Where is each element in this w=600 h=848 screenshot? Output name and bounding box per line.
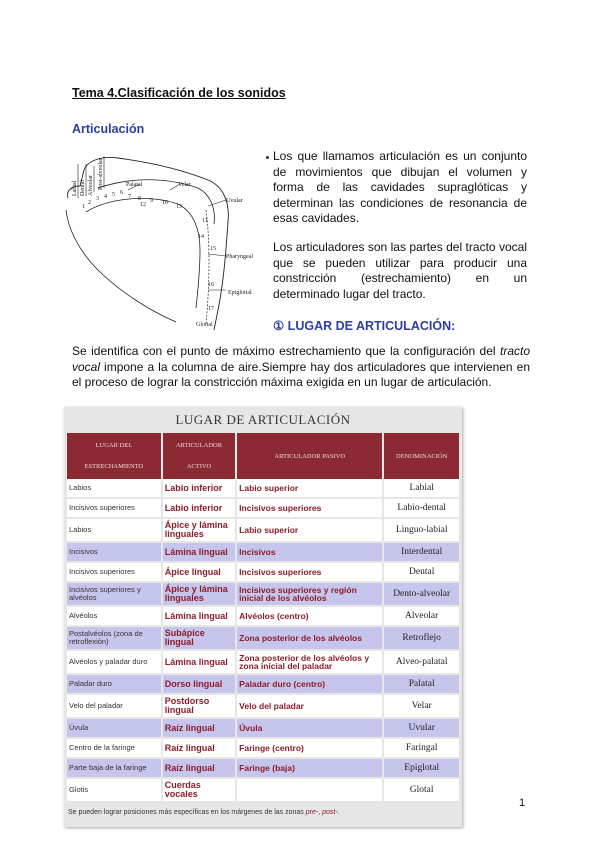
region-number: 12	[140, 202, 146, 208]
cell-activo: Postdorso lingual	[162, 694, 236, 718]
page-number: 1	[519, 797, 526, 809]
cell-pasivo: Zona posterior de los alvéolos y zona inicial del paladar	[236, 650, 383, 674]
label-dental: Dental	[80, 180, 86, 196]
cell-lugar: Alvéolos	[67, 606, 162, 626]
cell-denominacion: Retroflejo	[383, 626, 459, 650]
cell-denominacion: Alveo-palatal	[383, 650, 459, 674]
cell-pasivo: Incisivos superiores	[236, 498, 383, 518]
cell-denominacion: Epiglotal	[383, 758, 459, 778]
region-number: 5	[112, 192, 115, 198]
cell-denominacion: Interdental	[383, 542, 459, 562]
paragraph-lugar-definicion	[72, 344, 530, 391]
table-title: LUGAR DE ARTICULACIÓN	[175, 412, 351, 427]
table-row	[67, 758, 459, 778]
table-row	[67, 518, 459, 542]
cell-denominacion: Faringal	[383, 738, 459, 758]
cell-activo: Ápice y lámina linguales	[162, 518, 236, 542]
table-row	[67, 606, 459, 626]
cell-pasivo: Zona posterior de los alvéolos	[236, 626, 383, 650]
header-activo-line2: ACTIVO	[186, 463, 212, 470]
cell-activo: Ápice lingual	[162, 562, 236, 582]
vocal-tract-diagram	[58, 150, 270, 332]
cell-denominacion: Labio-dental	[383, 498, 459, 518]
cell-lugar: Centro de la faringe	[67, 738, 162, 758]
vocal-tract-jaw	[66, 210, 176, 322]
cell-denominacion: Linguo-labial	[383, 518, 459, 542]
cell-activo: Dorso lingual	[162, 674, 236, 694]
body-text-italic: tracto vocal	[72, 344, 530, 374]
table-footnote	[68, 809, 340, 816]
cell-lugar: Labios	[67, 518, 162, 542]
region-number: 2	[88, 200, 91, 206]
cell-activo: Raíz lingual	[162, 738, 236, 758]
body-text-part2: impone a la columna de aire.Siempre hay dos articuladores que intervienen en el proceso de lograr la constricción máxima exigida en un lugar de articulación.	[72, 359, 530, 390]
region-number: 10	[162, 200, 168, 206]
body-text-part1: Se identifica con el punto de máximo estrechamiento que la configuración del	[72, 344, 500, 358]
cell-pasivo: Incisivos superiores y región inicial de los alvéolos	[236, 582, 383, 606]
region-number: 13	[176, 204, 182, 210]
cell-denominacion: Labial	[383, 479, 459, 498]
table-row	[67, 674, 459, 694]
cell-lugar: Paladar duro	[67, 674, 162, 694]
lugar-articulacion-table	[67, 433, 459, 803]
region-number: 15	[210, 246, 216, 252]
label-uvular: Uvular	[226, 198, 243, 204]
document-title: Tema 4.Clasificación de los sonidos	[72, 86, 286, 100]
cell-pasivo: Incisivos	[236, 542, 383, 562]
cell-lugar: Incisivos superiores	[67, 562, 162, 582]
header-lugar-line1: LUGAR DEL	[95, 442, 133, 449]
paragraph-articuladores: Los articuladores son las partes del tracto vocal que se pueden utilizar para producir una constricción (estrechamiento) en un determinado lugar del tracto.	[273, 240, 527, 301]
cell-denominacion: Velar	[383, 694, 459, 718]
region-number: 17	[208, 306, 214, 312]
table-row	[67, 694, 459, 718]
heading-lugar-articulacion: ① LUGAR DE ARTICULACIÓN:	[273, 319, 456, 333]
table-row	[67, 650, 459, 674]
region-number: 1	[82, 204, 85, 210]
cell-activo: Subápice lingual	[162, 626, 236, 650]
cell-pasivo: Faringe (baja)	[236, 758, 383, 778]
cell-activo: Cuerdas vocales	[162, 778, 236, 802]
table-row	[67, 582, 459, 606]
cell-lugar: Incisivos	[67, 542, 162, 562]
cell-activo: Lámina lingual	[162, 650, 236, 674]
label-epiglottal: Epiglottal	[228, 290, 252, 296]
region-number: 14	[198, 234, 204, 240]
cell-lugar: Parte baja de la faringe	[67, 758, 162, 778]
cell-denominacion: Palatal	[383, 674, 459, 694]
cell-lugar: Velo del paladar	[67, 694, 162, 718]
cell-lugar: Labios	[67, 479, 162, 498]
footnote-text: Se pueden lograr posiciones más específicas en los márgenes de las zonas	[68, 809, 306, 816]
cell-lugar: Incisivos superiores y alvéolos	[67, 582, 162, 606]
cell-pasivo: Alvéolos (centro)	[236, 606, 383, 626]
lugar-articulacion-table-figure	[64, 407, 462, 827]
vocal-tract-palate	[98, 180, 214, 224]
cell-pasivo: Paladar duro (centro)	[236, 674, 383, 694]
cell-denominacion: Glotal	[383, 778, 459, 802]
cell-activo: Raíz lingual	[162, 718, 236, 738]
cell-activo: Labio inferior	[162, 479, 236, 498]
cell-denominacion: Dento-alveolar	[383, 582, 459, 606]
cell-activo: Labio inferior	[162, 498, 236, 518]
region-number: 6	[120, 190, 123, 196]
cell-pasivo: Incisivos superiores	[236, 562, 383, 582]
cell-activo: Ápice y lámina linguales	[162, 582, 236, 606]
label-labial: Labial	[72, 180, 78, 196]
pointer-pharyngeal	[208, 254, 226, 256]
table-row	[67, 542, 459, 562]
header-denominacion: DENOMINACIÓN	[383, 433, 459, 479]
vocal-tract-tongue	[86, 198, 200, 308]
table-row	[67, 626, 459, 650]
cell-activo: Lámina lingual	[162, 606, 236, 626]
footnote-end: .	[337, 809, 340, 816]
table-row	[67, 738, 459, 758]
paragraph-articulacion: Los que llamamos articulación es un conjunto de movimientos que dibujan el volumen y forma de las cavidades supraglóticas y determinan las condiciones de resonancia de esas cavidades.	[273, 149, 527, 226]
bullet-dot	[266, 156, 269, 159]
header-pasivo: ARTICULADOR PASIVO	[236, 433, 383, 479]
footnote-sep: ,	[318, 809, 323, 816]
cell-activo: Raíz lingual	[162, 758, 236, 778]
table-row	[67, 498, 459, 518]
region-number: 3	[96, 196, 99, 202]
cell-lugar: Postalvéolos (zona de retroflexión)	[67, 626, 162, 650]
footnote-post: post-	[322, 809, 338, 816]
header-activo	[162, 433, 236, 479]
label-pharyngeal: Pharyngeal	[226, 254, 253, 260]
footnote-pre: pre-	[305, 809, 319, 816]
cell-denominacion: Dental	[383, 562, 459, 582]
table-row	[67, 562, 459, 582]
region-number: 8	[138, 196, 141, 202]
header-lugar-line2: ESTRECHAMIENTO	[84, 463, 144, 470]
cell-pasivo: Velo del paladar	[236, 694, 383, 718]
cell-pasivo: Labio superior	[236, 479, 383, 498]
cell-denominacion: Uvular	[383, 718, 459, 738]
region-number: 7	[128, 194, 131, 200]
label-velar: Velar	[178, 182, 191, 188]
cell-pasivo	[236, 778, 383, 802]
table-row	[67, 479, 459, 498]
header-activo-line1: ARTICULADOR	[175, 442, 223, 449]
region-number: 4	[104, 194, 107, 200]
cell-pasivo: Labio superior	[236, 518, 383, 542]
region-number: 11	[202, 218, 208, 224]
label-palatal: Palatal	[126, 182, 143, 188]
cell-lugar: Alvéolos y paladar duro	[67, 650, 162, 674]
table-row	[67, 778, 459, 802]
table-row	[67, 718, 459, 738]
header-lugar	[67, 433, 162, 479]
cell-denominacion: Alveolar	[383, 606, 459, 626]
label-postalveolar: Post-alveolar	[98, 158, 104, 190]
cell-pasivo: Faringe (centro)	[236, 738, 383, 758]
cell-lugar: Úvula	[67, 718, 162, 738]
cell-lugar: Incisivos superiores	[67, 498, 162, 518]
region-number: 9	[150, 198, 153, 204]
region-number: 16	[208, 282, 214, 288]
label-alveolar: Alveolar	[88, 175, 94, 196]
section-title-articulacion: Articulación	[72, 122, 145, 136]
label-glottal: Glottal	[196, 322, 213, 328]
cell-pasivo: Úvula	[236, 718, 383, 738]
cell-activo: Lámina lingual	[162, 542, 236, 562]
cell-lugar: Glotis	[67, 778, 162, 802]
